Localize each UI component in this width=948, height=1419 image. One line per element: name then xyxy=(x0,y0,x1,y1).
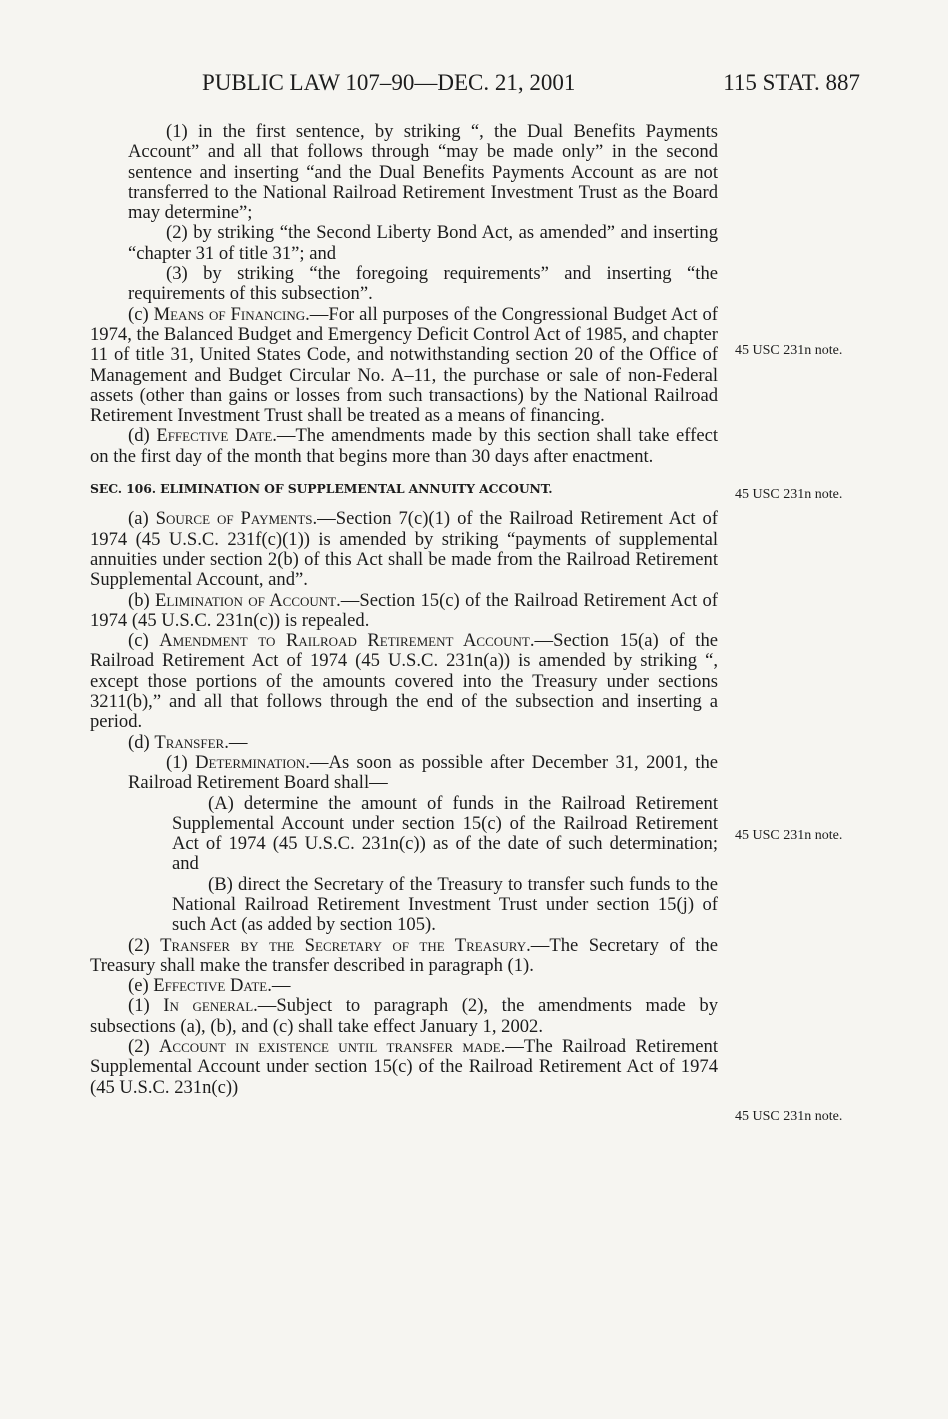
paragraph-a-source-of-payments xyxy=(90,509,718,590)
paragraph-b-elimination-of-account xyxy=(90,591,718,632)
margin-note: 45 USC 231n note. xyxy=(735,1109,843,1124)
paragraph-caption: Determination.— xyxy=(195,751,329,773)
margin-note: 45 USC 231n note. xyxy=(735,487,843,502)
subsection-caption: Transfer.— xyxy=(154,731,248,753)
header-title: PUBLIC LAW 107–90—DEC. 21, 2001 xyxy=(202,70,576,95)
margin-note: 45 USC 231n note. xyxy=(735,828,843,843)
subsection-caption: Effective Date.— xyxy=(153,975,291,997)
paragraph-text: The Railroad Retirement Supplemental Account under section 15(c) of the Railroad Retirement Act of 1974 (45 U.S.C. 231n(c)) xyxy=(90,1036,718,1098)
paragraph: (1) in the first sentence, by striking “, the Dual Benefits Payments Account” and all that follows through “may be made only” in the second sentence and inserting “and the Dual Benefits Payments Account as are not transferred to the National Railroad Retirement Investment Trust as the Board may determine”; xyxy=(128,121,718,224)
paragraph-number: (2) xyxy=(128,1036,150,1058)
paragraph-number: (2) xyxy=(128,934,150,956)
paragraph-caption: Transfer by the Secretary of the Treasury.— xyxy=(160,934,550,956)
header-stat-page: 115 STAT. 887 xyxy=(723,70,860,95)
subsection-text: The amendments made by this section shall take effect on the first day of the month that begins more than 30 days after enactment. xyxy=(90,425,718,467)
paragraph-e-effective-date xyxy=(90,976,718,996)
paragraph-d2-transfer-by-secretary xyxy=(90,936,718,977)
paragraph-d-transfer xyxy=(90,733,718,753)
subsection-number: (e) xyxy=(128,975,149,997)
paragraph: (3) by striking “the foregoing requirements” and inserting “the requirements of this subsection”. xyxy=(128,263,718,305)
paragraph-number: (1) xyxy=(128,995,150,1017)
subsection-text: Section 15(a) of the Railroad Retirement Act of 1974 (45 U.S.C. 231n(a)) is amended by striking “, except those portions of the amounts covered into the Treasury under sections 3211(b),” and all that follows through the end of the subsection and inserting a period. xyxy=(90,630,718,733)
margin-note: 45 USC 231n note. xyxy=(735,343,843,358)
paragraph-text: The Secretary of the Treasury shall make the transfer described in paragraph (1). xyxy=(90,934,718,976)
paragraph: (2) by striking “the Second Liberty Bond Act, as amended” and inserting “chapter 31 of title 31”; and xyxy=(128,222,718,264)
subsection-caption: Source of Payments.— xyxy=(155,508,336,530)
subsection-caption: Elimination of Account.— xyxy=(155,589,360,611)
subsection-text: For all purposes of the Congressional Budget Act of 1974, the Balanced Budget and Emergency Deficit Control Act of 1985, and chapter 11 of title 31, United States Code, and notwithstanding section 20 of the Office of Management and Budget Circular No. A–11, the purchase or sale of non-Federal assets (other than gains or losses from such transactions) by the National Railroad Retirement Investment Trust shall be treated as a means of financing. xyxy=(90,303,718,427)
paragraph-e1-in-general xyxy=(90,996,718,1037)
subsection-number: (d) xyxy=(128,425,150,447)
paragraph-c-amendment xyxy=(90,631,718,732)
paragraph-d-effective-date xyxy=(90,426,718,467)
running-header xyxy=(90,70,860,100)
body-text xyxy=(90,122,718,1098)
subsection-text: Section 15(c) of the Railroad Retirement Act of 1974 (45 U.S.C. 231n(c)) is repealed. xyxy=(90,589,718,631)
subsection-caption: Effective Date.— xyxy=(156,425,296,447)
subparagraph-a: (A) determine the amount of funds in the Railroad Retirement Supplemental Account under section 15(c) of the Railroad Retirement Act of 1974 (45 U.S.C. 231n(c)) as of the date of such determination; and xyxy=(172,792,718,875)
paragraph-text: As soon as possible after December 31, 2001, the Railroad Retirement Board shall— xyxy=(128,751,719,794)
subparagraph-b: (B) direct the Secretary of the Treasury to transfer such funds to the National Railroad Retirement Investment Trust under section 15(j) of such Act (as added by section 105). xyxy=(172,873,718,936)
section-heading: SEC. 106. ELIMINATION OF SUPPLEMENTAL ANNUITY ACCOUNT. xyxy=(90,481,553,497)
subsection-number: (c) xyxy=(128,630,149,652)
subsection-text: Section 7(c)(1) of the Railroad Retirement Act of 1974 (45 U.S.C. 231f(c)(1)) is amended by striking “payments of supplemental annuities under section 2(b) of this Act shall be made from the Railroad Retirement Supplemental Account, and”. xyxy=(90,508,718,591)
paragraph-caption: In general.— xyxy=(163,995,277,1017)
paragraph-text: Subject to paragraph (2), the amendments made by subsections (a), (b), and (c) shall take effect January 1, 2002. xyxy=(90,995,718,1037)
paragraph-e2-account-in-existence xyxy=(90,1037,718,1098)
subsection-caption: Means of Financing.— xyxy=(153,303,329,325)
paragraph-d1-determination xyxy=(90,753,718,794)
paragraph-number: (1) xyxy=(166,751,188,773)
subsection-number: (a) xyxy=(128,508,149,530)
paragraph-c-means-of-financing xyxy=(90,305,718,427)
subsection-number: (d) xyxy=(128,731,150,753)
subsection-caption: Amendment to Railroad Retirement Account.— xyxy=(159,630,554,652)
subsection-number: (b) xyxy=(128,589,150,611)
paragraph-caption: Account in existence until transfer made.— xyxy=(159,1036,524,1058)
subsection-number: (c) xyxy=(128,303,149,325)
